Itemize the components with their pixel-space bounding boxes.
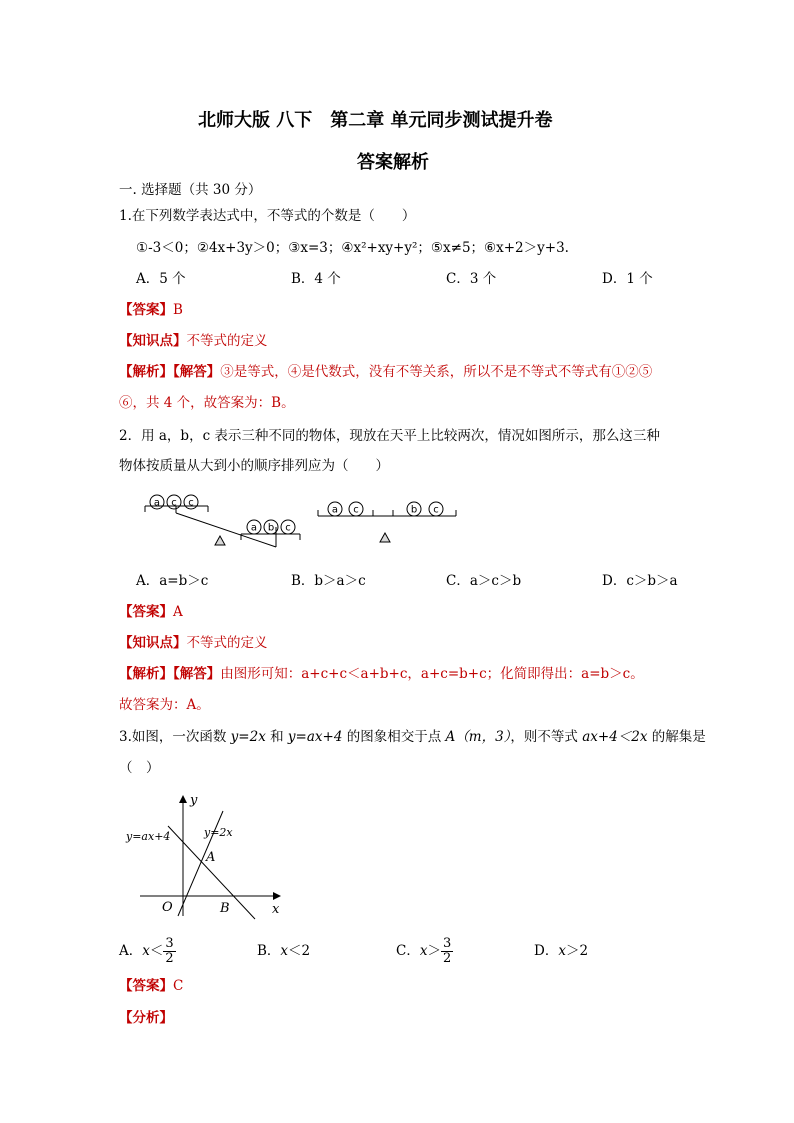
answer-label: 【答案】	[119, 302, 173, 318]
q1-analysis-line2: ⑥，共 4 个，故答案为：B。	[119, 395, 295, 411]
q3-stem-line2: （ ）	[119, 760, 160, 776]
q3-option-c	[396, 931, 453, 971]
q2-analysis-row	[119, 664, 644, 684]
fraction	[163, 937, 175, 966]
analysis-label: 【解析】【解答】	[119, 666, 221, 682]
q2-conclusion: 故答案为：A。	[119, 697, 210, 713]
point-b-label: B	[220, 901, 230, 916]
q3-option-d	[534, 931, 588, 971]
q2-analysis: 由图形可知：a+c+c＜a+b+c，a+c=b+c；化简即得出：a=b＞c。	[220, 666, 644, 682]
option-letter: A．	[119, 943, 143, 959]
q3-stem-line1	[119, 727, 706, 747]
q2-stem-line2: 物体按质量从大到小的顺序排列应为（ ）	[119, 458, 389, 474]
q1-stem: 1.在下列数学表达式中，不等式的个数是（ ）	[119, 208, 416, 224]
q1-analysis-row	[119, 362, 652, 382]
q1-knowledge: 不等式的定义	[186, 333, 268, 349]
option-variable: x	[142, 943, 150, 959]
q3-analysis-label	[119, 1008, 173, 1028]
answer-label: 【答案】	[119, 604, 173, 620]
option-variable: x	[280, 943, 289, 959]
q3-coordinate-graph	[120, 786, 295, 921]
weight-c: c	[188, 497, 194, 509]
q3-answer: C	[173, 978, 184, 994]
q3-stem-text: 3.如图，一次函数	[119, 729, 231, 745]
option-variable: x	[558, 943, 566, 959]
q2-answer: A	[173, 604, 183, 620]
fraction	[441, 937, 453, 966]
weight-a: a	[153, 497, 161, 509]
weight-c: c	[285, 522, 291, 534]
balance-scale-figure	[138, 490, 468, 552]
option-relation: ＜2	[288, 943, 311, 959]
q2-option-c: C．a＞c＞b	[446, 573, 522, 589]
analysis-label: 【解析】【解答】	[119, 364, 221, 380]
q2-option-b: B．b＞a＞c	[291, 573, 366, 589]
q2-knowledge-row	[119, 633, 268, 653]
knowledge-label: 【知识点】	[119, 635, 187, 651]
q1-option-c: C．3 个	[446, 271, 497, 287]
q1-knowledge-row	[119, 331, 268, 351]
q3-option-b	[257, 931, 310, 971]
q2-answer-row	[119, 602, 183, 622]
weight-b: b	[267, 522, 275, 534]
q3-point: A（m，3）	[445, 729, 511, 745]
option-relation: ＞2	[565, 943, 589, 959]
q2-option-a: A．a=b＞c	[136, 573, 209, 589]
weight-c: c	[353, 504, 359, 516]
q3-answer-row	[119, 976, 183, 996]
q3-function-1: y=2x	[230, 729, 266, 745]
option-letter: C．	[396, 943, 420, 959]
q2-stem-line1: 2．用 a，b，c 表示三种不同的物体，现放在天平上比较两次，情况如图所示，那么这三种	[119, 428, 660, 444]
denominator: 2	[442, 951, 452, 966]
weight-b: b	[410, 504, 418, 516]
q1-option-d: D．1 个	[602, 271, 653, 287]
q3-option-a	[119, 931, 176, 971]
q3-stem-text: ，则不等式	[510, 729, 583, 745]
page-subtitle: 答案解析	[357, 152, 429, 173]
q2-option-d: D．c＞b＞a	[602, 573, 678, 589]
numerator: 3	[165, 936, 174, 951]
knowledge-label: 【知识点】	[119, 333, 187, 349]
numerator: 3	[442, 936, 452, 951]
line1-label: y=ax+4	[126, 830, 171, 843]
q3-stem-text: 的解集是	[647, 729, 706, 745]
q3-stem-text: 和	[265, 729, 288, 745]
q1-expressions: ①-3＜0；②4x+3y＞0；③x=3；④x²+xy+y²；⑤x≠5；⑥x+2＞y+3.	[136, 240, 569, 256]
denominator: 2	[165, 951, 174, 966]
q1-analysis-line1: ③是等式，④是代数式，没有不等关系，所以不是不等式不等式有①②⑤	[220, 364, 653, 380]
analysis-label: 【分析】	[119, 1010, 173, 1026]
weight-c: c	[433, 504, 439, 516]
option-letter: B．	[257, 943, 281, 959]
option-letter: D．	[534, 943, 559, 959]
option-variable: x	[419, 943, 428, 959]
q1-option-a: A．5 个	[136, 271, 186, 287]
origin-label: O	[162, 900, 173, 915]
y-axis-label: y	[190, 793, 198, 808]
weight-a: a	[250, 522, 258, 534]
q3-function-2: y=ax+4	[287, 729, 343, 745]
q1-answer-row	[119, 300, 183, 320]
q3-inequality: ax+4＜2x	[582, 729, 648, 745]
q1-option-b: B．4 个	[291, 271, 341, 287]
section-heading: 一. 选择题（共 30 分）	[119, 182, 262, 198]
weight-a: a	[331, 504, 339, 516]
option-relation: ＞	[427, 943, 441, 959]
page-title: 北师大版 八下 第二章 单元同步测试提升卷	[198, 110, 553, 131]
option-relation: ＜	[149, 943, 164, 959]
x-axis-label: x	[272, 902, 280, 917]
weight-c: c	[171, 497, 177, 509]
q1-answer: B	[173, 302, 183, 318]
line2-label: y=2x	[204, 826, 233, 839]
line-y-ax-4	[168, 826, 255, 919]
q2-knowledge: 不等式的定义	[186, 635, 268, 651]
point-a-label: A	[206, 850, 216, 865]
q3-stem-text: 的图象相交于点	[342, 729, 446, 745]
answer-label: 【答案】	[119, 978, 173, 994]
